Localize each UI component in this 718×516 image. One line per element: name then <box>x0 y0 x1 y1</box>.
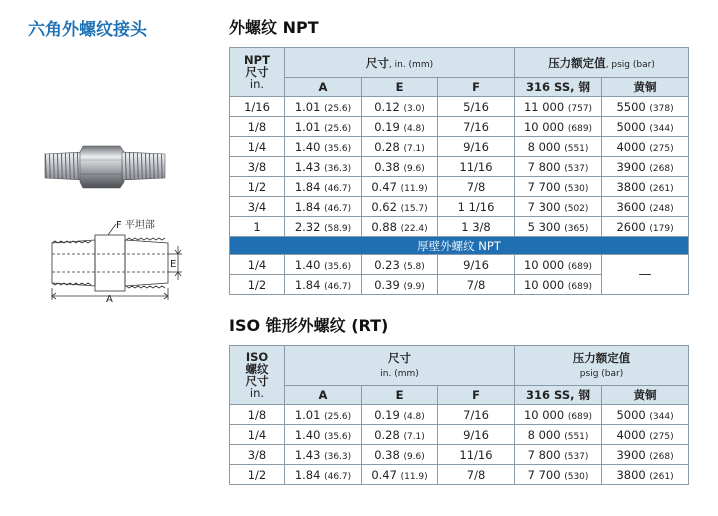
iso-pressure-header: 压力额定值 psig (bar) <box>515 346 689 386</box>
npt-pressure-header: 压力额定值, psig (bar) <box>515 48 689 78</box>
technical-drawing <box>52 224 182 300</box>
table-row: 3/8 1.43 (36.3) 0.38 (9.6) 11/16 7 800 (537) 3900 (268) <box>230 157 689 177</box>
col-a: A <box>285 386 362 405</box>
table-row: 1/8 1.01 (25.6) 0.19 (4.8) 7/16 10 000 (689) 5000 (344) <box>230 117 689 137</box>
table-row: 3/8 1.43 (36.3) 0.38 (9.6) 11/16 7 800 (537) 3900 (268) <box>230 445 689 465</box>
flat-label: F 平坦部 <box>116 220 155 231</box>
table-row: 1/4 1.40 (35.6) 0.28 (7.1) 9/16 8 000 (551) 4000 (275) <box>230 137 689 157</box>
table-row: 1/2 1.84 (46.7) 0.39 (9.9) 7/8 10 000 (689) <box>230 275 689 295</box>
page-title: 六角外螺纹接头 <box>28 20 147 40</box>
npt-title: 外螺纹 NPT <box>229 18 319 37</box>
table-row: 3/4 1.84 (46.7) 0.62 (15.7) 1 1/16 7 300 (502) 3600 (248) <box>230 197 689 217</box>
npt-dims-header: 尺寸, in. (mm) <box>285 48 515 78</box>
table-row: 1/2 1.84 (46.7) 0.47 (11.9) 7/8 7 700 (530) 3800 (261) <box>230 465 689 485</box>
heavy-wall-header: 厚壁外螺纹 NPT <box>230 237 689 255</box>
table-row: 1/16 1.01 (25.6) 0.12 (3.0) 5/16 11 000 (757) 5500 (378) <box>230 97 689 117</box>
col-brass: 黄铜 <box>602 78 689 97</box>
col-e: E <box>362 386 438 405</box>
dim-e-label: E <box>170 259 177 270</box>
table-row: 1 2.32 (58.9) 0.88 (22.4) 1 3/8 5 300 (365) 2600 (179) <box>230 217 689 237</box>
dim-a-label: A <box>106 294 113 305</box>
table-row: 1/2 1.84 (46.7) 0.47 (11.9) 7/8 7 700 (530) 3800 (261) <box>230 177 689 197</box>
iso-size-header: ISO 螺纹 尺寸 in. <box>230 346 285 405</box>
table-row: 1/4 1.40 (35.6) 0.28 (7.1) 9/16 8 000 (551) 4000 (275) <box>230 425 689 445</box>
fitting-drawing <box>40 140 190 305</box>
npt-size-header: NPT 尺寸 in. <box>230 48 285 97</box>
fitting-photo <box>45 146 165 188</box>
heavy-brass-dash: — <box>602 255 689 295</box>
col-f: F <box>438 78 515 97</box>
col-ss: 316 SS, 钢 <box>515 386 602 405</box>
iso-title: ISO 锥形外螺纹 (RT) <box>229 316 389 335</box>
table-row: 1/8 1.01 (25.6) 0.19 (4.8) 7/16 10 000 (689) 5000 (344) <box>230 405 689 425</box>
npt-table <box>229 47 689 295</box>
col-a: A <box>285 78 362 97</box>
iso-table <box>229 345 689 485</box>
table-row: 1/4 1.40 (35.6) 0.23 (5.8) 9/16 10 000 (689) — <box>230 255 689 275</box>
col-brass: 黄铜 <box>602 386 689 405</box>
iso-dims-header: 尺寸 in. (mm) <box>285 346 515 386</box>
col-f: F <box>438 386 515 405</box>
col-e: E <box>362 78 438 97</box>
col-ss: 316 SS, 钢 <box>515 78 602 97</box>
